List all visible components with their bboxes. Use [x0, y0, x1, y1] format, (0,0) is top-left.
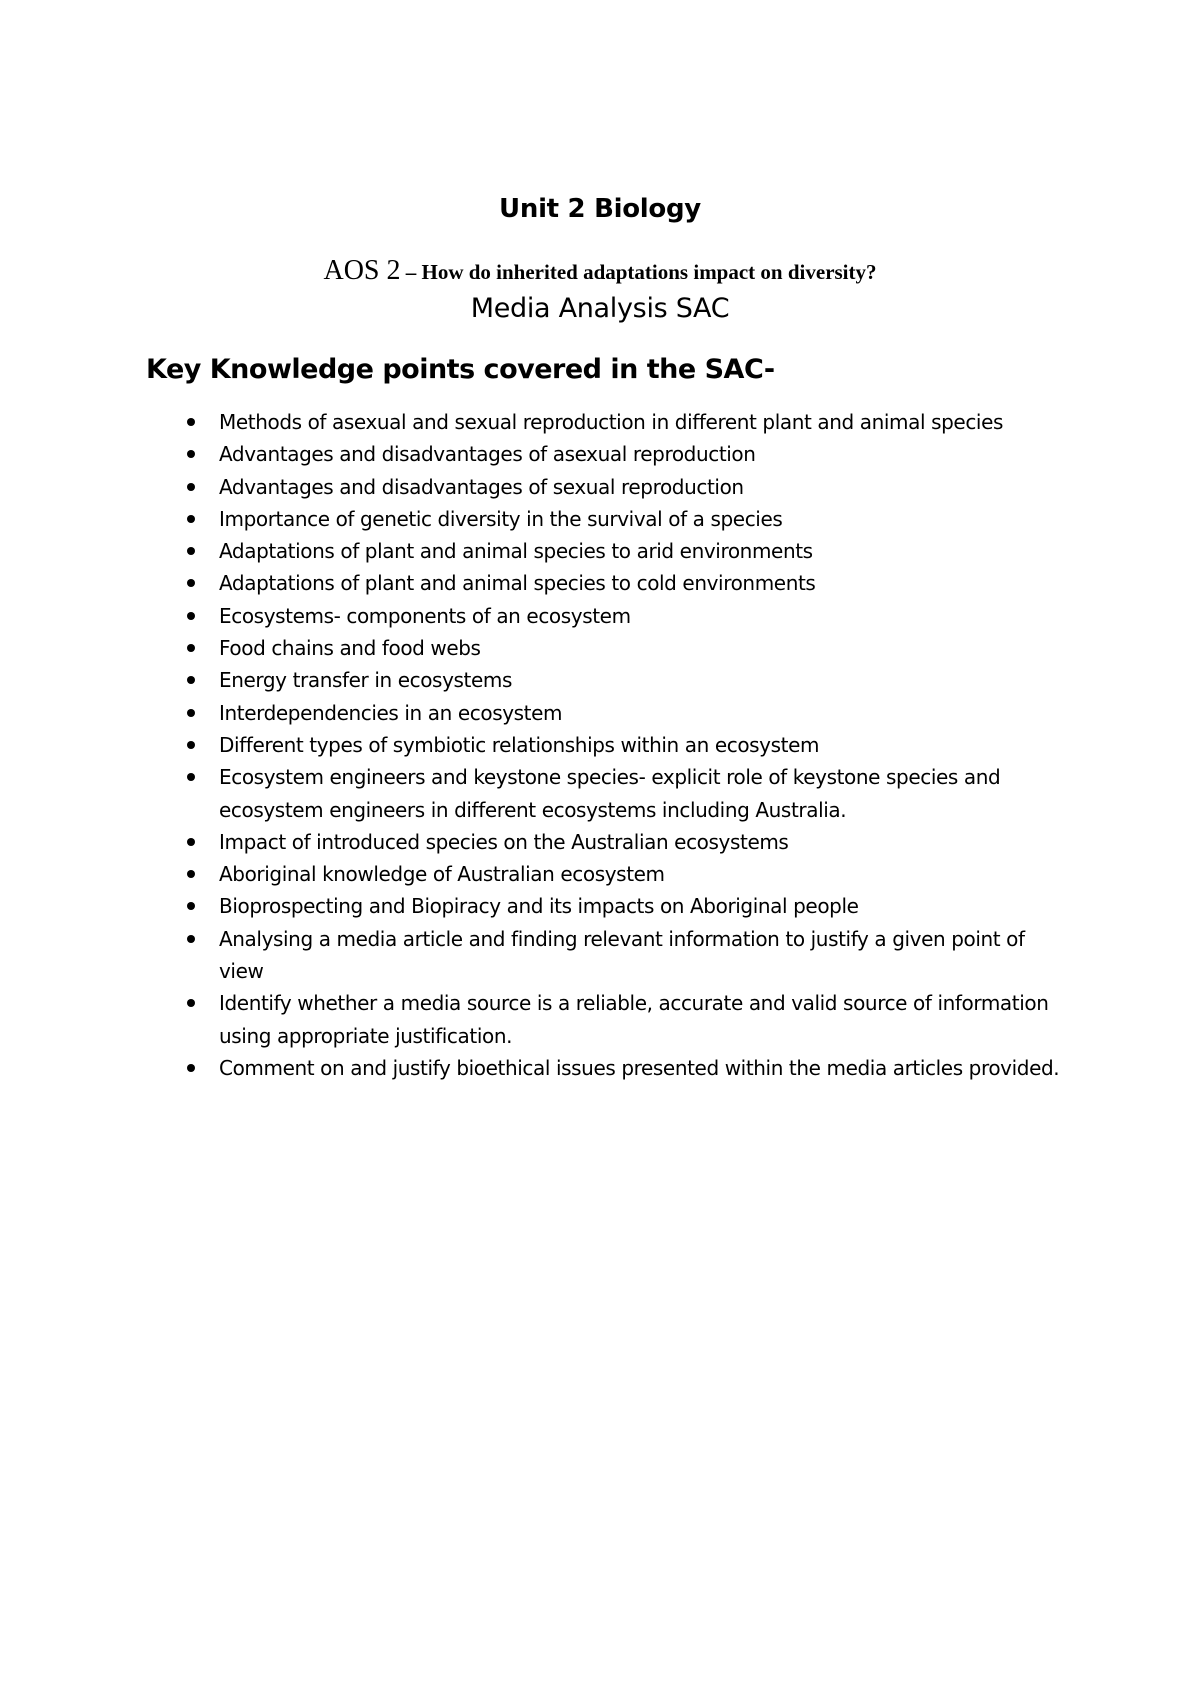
aos-question: How do inherited adaptations impact on diversity?: [421, 260, 877, 284]
key-knowledge-text: Adaptations of plant and animal species to cold environments: [219, 571, 816, 596]
key-knowledge-item: [187, 826, 1067, 858]
bullet-dot-icon: [187, 838, 195, 846]
key-knowledge-text: Bioprospecting and Biopiracy and its impacts on Aboriginal people: [219, 894, 859, 919]
key-knowledge-item: [187, 503, 1067, 535]
key-knowledge-text: Methods of asexual and sexual reproduction in different plant and animal species: [219, 410, 1004, 434]
bullet-dot-icon: [187, 741, 195, 749]
key-knowledge-text: Energy transfer in ecosystems: [219, 668, 512, 693]
key-knowledge-item: [187, 1052, 1067, 1084]
bullet-dot-icon: [187, 676, 195, 684]
key-knowledge-item: [187, 471, 1067, 503]
key-knowledge-text: Different types of symbiotic relationships within an ecosystem: [219, 732, 820, 757]
key-knowledge-item: [187, 535, 1067, 567]
bullet-dot-icon: [187, 450, 195, 458]
key-knowledge-text: Ecosystems- components of an ecosystem: [219, 603, 631, 628]
key-knowledge-text: Ecosystem engineers and keystone species- explicit role of keystone species and ecosystem engineers in different ecosystems including Australia.: [219, 765, 1001, 822]
key-knowledge-item: [187, 567, 1067, 599]
key-knowledge-text: Aboriginal knowledge of Australian ecosystem: [219, 862, 665, 887]
key-knowledge-list: [187, 406, 1067, 1084]
key-knowledge-text: Advantages and disadvantages of asexual reproduction: [219, 442, 756, 467]
bullet-dot-icon: [187, 1064, 195, 1072]
key-knowledge-item: [187, 987, 1067, 1052]
key-knowledge-text: Analysing a media article and finding relevant information to justify a given point of view: [219, 926, 1025, 984]
bullet-dot-icon: [187, 902, 195, 910]
bullet-dot-icon: [187, 547, 195, 555]
key-knowledge-item: [187, 600, 1067, 632]
bullet-dot-icon: [187, 644, 195, 652]
key-knowledge-item: [187, 697, 1067, 729]
bullet-dot-icon: [187, 709, 195, 717]
bullet-dot-icon: [187, 483, 195, 491]
document-subtitle: Media Analysis SAC: [470, 293, 730, 324]
key-knowledge-item: [187, 406, 1067, 438]
key-knowledge-item: [187, 858, 1067, 890]
key-knowledge-item: [187, 890, 1067, 922]
key-knowledge-text: Food chains and food webs: [219, 636, 481, 661]
aos-prefix: AOS 2: [323, 255, 401, 286]
key-knowledge-text: Advantages and disadvantages of sexual reproduction: [219, 474, 744, 499]
key-knowledge-heading: Key Knowledge points covered in the SAC-: [146, 354, 775, 385]
key-knowledge-item: [187, 923, 1067, 988]
document-title: Unit 2 Biology: [499, 194, 701, 224]
key-knowledge-text: Adaptations of plant and animal species to arid environments: [219, 539, 813, 564]
key-knowledge-item: [187, 664, 1067, 696]
key-knowledge-item: [187, 761, 1067, 826]
bullet-dot-icon: [187, 935, 195, 943]
key-knowledge-item: [187, 438, 1067, 470]
aos-dash: –: [400, 260, 422, 284]
key-knowledge-item: [187, 729, 1067, 761]
bullet-dot-icon: [187, 870, 195, 878]
key-knowledge-text: Interdependencies in an ecosystem: [219, 700, 563, 725]
bullet-dot-icon: [187, 612, 195, 620]
bullet-dot-icon: [187, 418, 195, 426]
key-knowledge-text: Impact of introduced species on the Australian ecosystems: [219, 829, 789, 854]
bullet-dot-icon: [187, 515, 195, 523]
bullet-dot-icon: [187, 773, 195, 781]
key-knowledge-item: [187, 632, 1067, 664]
key-knowledge-text: Importance of genetic diversity in the survival of a species: [219, 506, 783, 531]
bullet-dot-icon: [187, 579, 195, 587]
key-knowledge-text: Identify whether a media source is a reliable, accurate and valid source of information using appropriate justification.: [219, 991, 1049, 1048]
key-knowledge-text: Comment on and justify bioethical issues presented within the media articles provided.: [219, 1055, 1060, 1080]
bullet-dot-icon: [187, 999, 195, 1007]
aos-heading: [0, 254, 1200, 292]
